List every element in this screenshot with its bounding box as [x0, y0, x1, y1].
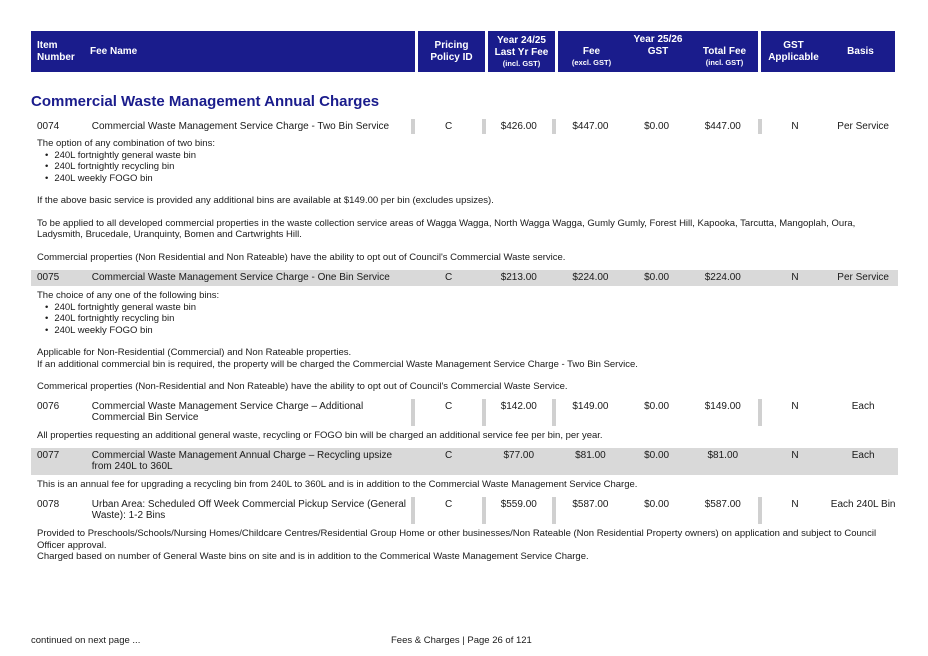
- item-number: 0077: [37, 450, 60, 461]
- list-item: • 240L weekly FOGO bin: [45, 173, 897, 185]
- fee-name: Commercial Waste Management Annual Charge – Recycling upsize from 240L to 360L: [91, 450, 393, 472]
- pricing-policy: C: [444, 499, 453, 510]
- header-fee-name: Fee Name: [84, 31, 415, 72]
- fee-excl-gst: $81.00: [575, 450, 606, 461]
- section-title: Commercial Waste Management Annual Charges: [31, 93, 380, 110]
- row-description: [37, 528, 897, 563]
- table-row: [31, 119, 898, 134]
- fee-name: Commercial Waste Management Service Charge - One Bin Service: [91, 272, 390, 283]
- header-item-number: [31, 31, 84, 72]
- item-number: 0076: [37, 401, 60, 412]
- fee-excl-gst: $447.00: [572, 121, 609, 132]
- item-number: 0078: [37, 499, 60, 510]
- header-fee-label: Fee: [582, 45, 601, 57]
- basis: Per Service: [837, 121, 889, 132]
- fee-name: Commercial Waste Management Service Charge - Two Bin Service: [91, 121, 390, 132]
- last-yr-fee: $559.00: [500, 499, 537, 510]
- header-item-label: Item: [37, 39, 58, 51]
- header-excl-gst-label: (excl. GST): [571, 57, 612, 67]
- bin-list: [37, 150, 897, 185]
- last-yr-fee: $142.00: [500, 401, 537, 412]
- gst-amount: $0.00: [644, 272, 670, 283]
- gst-applicable: N: [791, 499, 799, 510]
- table-row: [31, 497, 898, 524]
- item-number: 0075: [37, 272, 60, 283]
- last-yr-fee: $213.00: [500, 272, 537, 283]
- header-gst-applicable: [761, 31, 826, 72]
- basis: Each 240L Bin: [830, 499, 896, 510]
- pricing-policy: C: [444, 272, 453, 283]
- header-policy-id-label: Policy ID: [430, 51, 473, 63]
- header-pricing-policy: [418, 31, 485, 72]
- list-item: • 240L weekly FOGO bin: [45, 325, 897, 337]
- gst-amount: $0.00: [644, 401, 670, 412]
- table-row: [31, 399, 898, 426]
- desc-paragraph: Commerical properties (Non-Residential and Non Rateable) have the ability to opt out of Council's Commercial Waste Service.: [37, 381, 568, 392]
- header-incl-gst-label: (incl. GST): [502, 58, 541, 68]
- gst-amount: $0.00: [644, 499, 670, 510]
- total-fee: $447.00: [704, 121, 741, 132]
- header-number-label: Number: [37, 51, 75, 63]
- row-description: [37, 138, 897, 263]
- header-year-2526-group: [558, 31, 758, 72]
- desc-paragraph: To be applied to all developed commercial properties in the waste collection service areas of Wagga Wagga, North Wagga Wagga, Gumly Gumly, Forest Hill, Kapooka, Tarcutta, Mangoplah, Oura, Ladysmith, Brucedale, Uranquinty, Bomen and Cartwrights Hill.: [37, 217, 856, 240]
- fee-excl-gst: $149.00: [572, 401, 609, 412]
- header-pricing-label: Pricing: [434, 39, 469, 51]
- last-yr-fee: $426.00: [500, 121, 537, 132]
- header-year-2425: [488, 31, 555, 72]
- header-gst-applicable-label-2: Applicable: [768, 51, 819, 63]
- pricing-policy: C: [444, 121, 453, 132]
- list-item: • 240L fortnightly recycling bin: [45, 313, 897, 325]
- list-item: • 240L fortnightly recycling bin: [45, 161, 897, 173]
- desc-paragraph: If the above basic service is provided any additional bins are available at $149.00 per bin (excludes upsizes).: [37, 195, 494, 206]
- total-fee: $224.00: [704, 272, 741, 283]
- list-item: • 240L fortnightly general waste bin: [45, 150, 897, 162]
- bin-list: [37, 302, 897, 337]
- header-total-fee-label: Total Fee: [702, 45, 747, 57]
- total-fee: $587.00: [704, 499, 741, 510]
- desc-paragraph: Applicable for Non-Residential (Commercial) and Non Rateable properties.: [37, 347, 352, 358]
- desc-paragraph: If an additional commercial bin is required, the property will be charged the Commercial Waste Management Service Charge - Two Bin Service.: [37, 358, 638, 370]
- gst-amount: $0.00: [644, 450, 670, 461]
- gst-applicable: N: [791, 401, 799, 412]
- footer-continued: continued on next page ...: [31, 635, 141, 646]
- desc-paragraph: All properties requesting an additional general waste, recycling or FOGO bin will be charged an additional service fee per bin, per year.: [37, 430, 603, 441]
- total-fee: $81.00: [707, 450, 739, 461]
- fee-excl-gst: $587.00: [572, 499, 609, 510]
- gst-amount: $0.00: [644, 121, 670, 132]
- desc-paragraph: Provided to Preschools/Schools/Nursing Homes/Childcare Centres/Residential Group Home or other businesses/Non Rateable (Non Residential Property owners) on application and subject to Council Officer approval.: [37, 528, 877, 551]
- header-gst-applicable-label-1: GST: [783, 39, 804, 51]
- row-description: [37, 430, 897, 442]
- list-item: • 240L fortnightly general waste bin: [45, 302, 897, 314]
- desc-paragraph: This is an annual fee for upgrading a recycling bin from 240L to 360L and is in addition to the Commercial Waste Management Service Charge.: [37, 479, 638, 490]
- basis: Each: [851, 450, 875, 461]
- item-number: 0074: [37, 121, 60, 132]
- table-row: [31, 448, 898, 475]
- basis: Per Service: [837, 272, 889, 283]
- total-fee: $149.00: [704, 401, 741, 412]
- header-total-incl-gst-label: (incl. GST): [705, 57, 744, 67]
- desc-intro: The option of any combination of two bins:: [37, 138, 215, 149]
- header-gst-label: GST: [647, 45, 669, 57]
- table-row: [31, 270, 898, 286]
- row-description: [37, 479, 897, 491]
- header-basis: Basis: [826, 31, 895, 72]
- last-yr-fee: $77.00: [503, 450, 535, 461]
- fee-excl-gst: $224.00: [572, 272, 609, 283]
- header-year-2526: Year 25/26: [633, 34, 683, 45]
- table-header: [31, 31, 898, 72]
- pricing-policy: C: [444, 450, 453, 461]
- gst-applicable: N: [791, 450, 799, 461]
- row-description: [37, 290, 897, 393]
- fee-name: Urban Area: Scheduled Off Week Commercial Pickup Service (General Waste): 1-2 Bins: [91, 499, 406, 521]
- desc-paragraph: Commercial properties (Non Residential and Non Rateable) have the ability to opt out of Council's Commercial Waste service.: [37, 251, 566, 263]
- basis: Each: [851, 401, 875, 412]
- header-last-yr-fee-label: Last Yr Fee: [494, 46, 549, 58]
- pricing-policy: C: [444, 401, 453, 412]
- gst-applicable: N: [791, 121, 799, 132]
- desc-paragraph: Charged based on number of General Waste bins on site and is in addition to the Commerical Waste Management Service Charge.: [37, 551, 589, 562]
- header-year-2425-label: Year 24/25: [497, 34, 546, 46]
- fee-name: Commercial Waste Management Service Charge – Additional Commercial Bin Service: [91, 401, 364, 423]
- footer-page-number: Fees & Charges | Page 26 of 121: [391, 635, 532, 646]
- desc-intro: The choice of any one of the following bins:: [37, 290, 220, 301]
- gst-applicable: N: [791, 272, 799, 283]
